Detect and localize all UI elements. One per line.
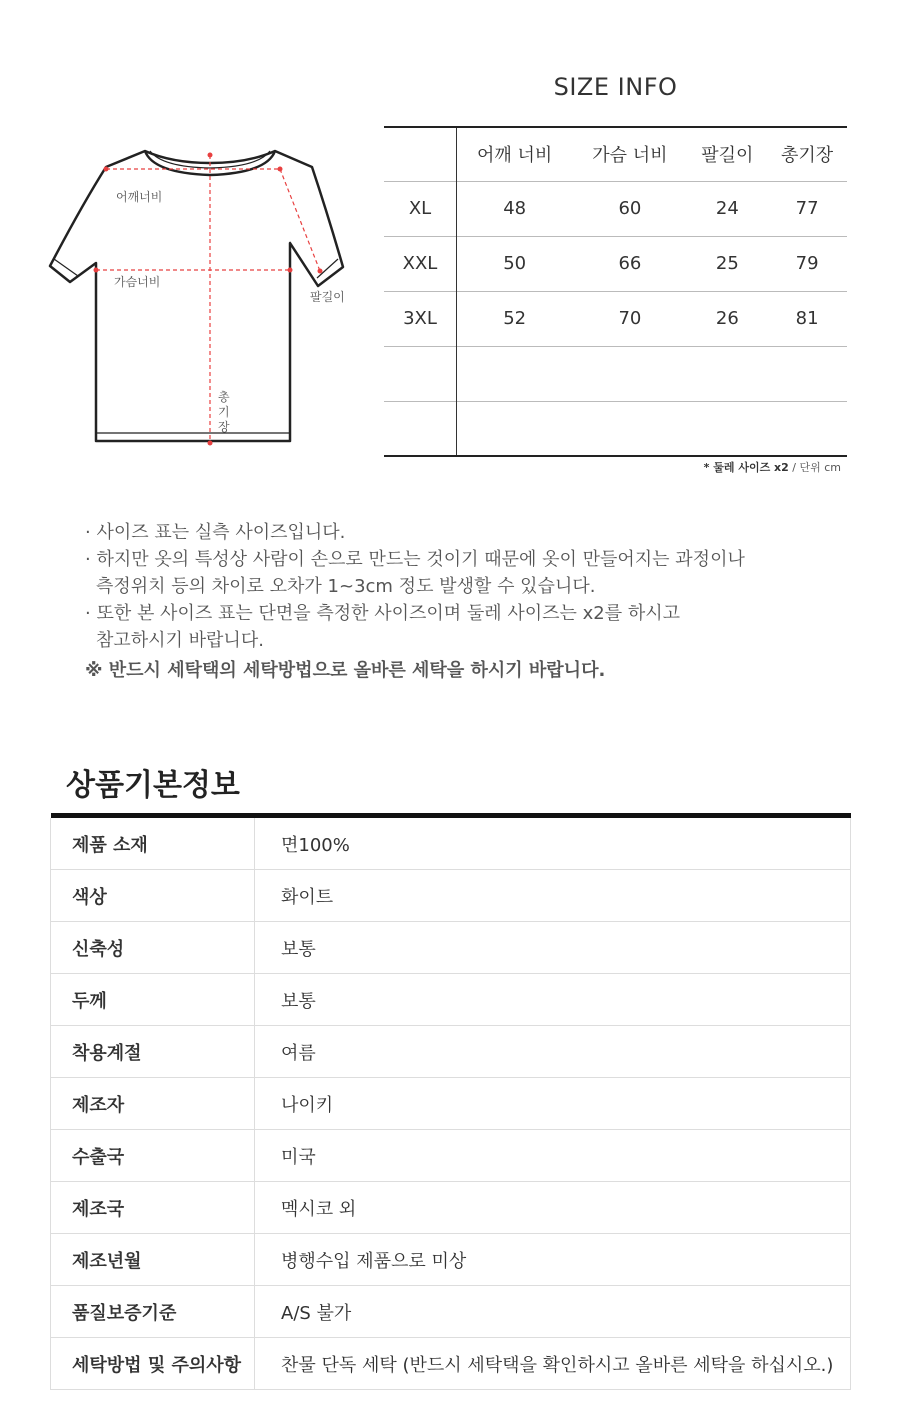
size-notes [85,519,745,684]
size-value [687,346,767,401]
size-value: 24 [715,198,739,219]
size-label: 3XL [384,291,457,346]
size-value: 50 [503,253,527,274]
info-key: 신축성 [51,922,255,974]
size-value [572,401,687,456]
col-chest: 가슴 너비 [592,145,668,167]
wash-warning: ※ 반드시 세탁택의 세탁방법으로 올바른 세탁을 하시기 바랍니다. [85,660,606,681]
size-value: 81 [795,308,819,329]
size-info-title: SIZE INFO [553,73,678,101]
info-row [51,1026,851,1078]
info-row [51,922,851,974]
info-row [51,870,851,922]
info-key: 품질보증기준 [51,1286,255,1338]
size-value [457,401,573,456]
info-row [51,1130,851,1182]
size-value: 48 [503,198,527,219]
info-value: 화이트 [255,870,851,922]
info-row [51,1286,851,1338]
info-value: 나이키 [255,1078,851,1130]
info-value: 보통 [255,974,851,1026]
info-value: 병행수입 제품으로 미상 [255,1234,851,1286]
col-sleeve: 팔길이 [701,145,754,167]
info-row [51,1182,851,1234]
product-info-table [50,813,851,1390]
note-line: · 또한 본 사이즈 표는 단면을 측정한 사이즈이며 둘레 사이즈는 x2를 하시고 [85,603,681,624]
size-label: XL [384,181,457,236]
size-table-header [384,127,847,181]
info-key: 수출국 [51,1130,255,1182]
length-label-3: 장 [218,420,230,434]
product-info-title: 상품기본정보 [66,768,240,803]
size-label: XXL [384,236,457,291]
length-label-1: 총 [218,390,230,404]
size-row [384,346,847,401]
size-note-bold: * 둘레 사이즈 x2 [703,461,789,474]
size-row [384,291,847,346]
size-label [384,401,457,456]
size-row [384,401,847,456]
info-key: 두께 [51,974,255,1026]
info-value: 여름 [255,1026,851,1078]
size-value: 79 [795,253,819,274]
size-table [384,126,847,457]
size-value: 60 [618,198,642,219]
info-row [51,1078,851,1130]
note-line: · 사이즈 표는 실측 사이즈입니다. [85,522,346,543]
size-value [687,401,767,456]
info-value: 보통 [255,922,851,974]
note-line: 참고하시기 바랍니다. [96,630,264,651]
size-label [384,346,457,401]
info-value: A/S 불가 [255,1286,851,1338]
col-length: 총기장 [781,145,834,167]
size-row [384,236,847,291]
info-value: 찬물 단독 세탁 (반드시 세탁택을 확인하시고 올바른 세탁을 하십시오.) [255,1338,851,1390]
size-row [384,181,847,236]
info-key: 제조국 [51,1182,255,1234]
size-value: 25 [715,253,739,274]
info-row [51,1234,851,1286]
size-value [767,346,847,401]
tshirt-diagram [40,135,360,455]
size-value: 52 [503,308,527,329]
size-value: 77 [795,198,819,219]
tshirt-outline [50,151,343,441]
info-value: 멕시코 외 [255,1182,851,1234]
info-value: 면100% [255,818,851,870]
info-key: 제품 소재 [51,818,255,870]
size-value: 26 [715,308,739,329]
info-row [51,818,851,870]
info-row [51,974,851,1026]
info-key: 제조년월 [51,1234,255,1286]
size-value [572,346,687,401]
info-key: 제조자 [51,1078,255,1130]
chest-label: 가슴너비 [114,275,161,289]
size-note-unit: / 단위 cm [788,461,841,474]
col-shoulder: 어깨 너비 [477,145,553,167]
info-key: 착용계절 [51,1026,255,1078]
size-value: 70 [618,308,642,329]
shoulder-label: 어깨너비 [116,190,163,204]
length-label-2: 기 [218,405,230,419]
info-key: 세탁방법 및 주의사항 [51,1338,255,1390]
note-line: · 하지만 옷의 특성상 사람이 손으로 만드는 것이기 때문에 옷이 만들어지는 과정이나 [85,549,745,570]
note-line: 측정위치 등의 차이로 오차가 1~3cm 정도 발생할 수 있습니다. [96,576,596,597]
info-row [51,1338,851,1390]
size-value [457,346,573,401]
info-value: 미국 [255,1130,851,1182]
info-key: 색상 [51,870,255,922]
sleeve-label: 팔길이 [310,290,345,304]
size-unit-note [704,459,841,475]
size-value: 66 [618,253,642,274]
size-value [767,401,847,456]
